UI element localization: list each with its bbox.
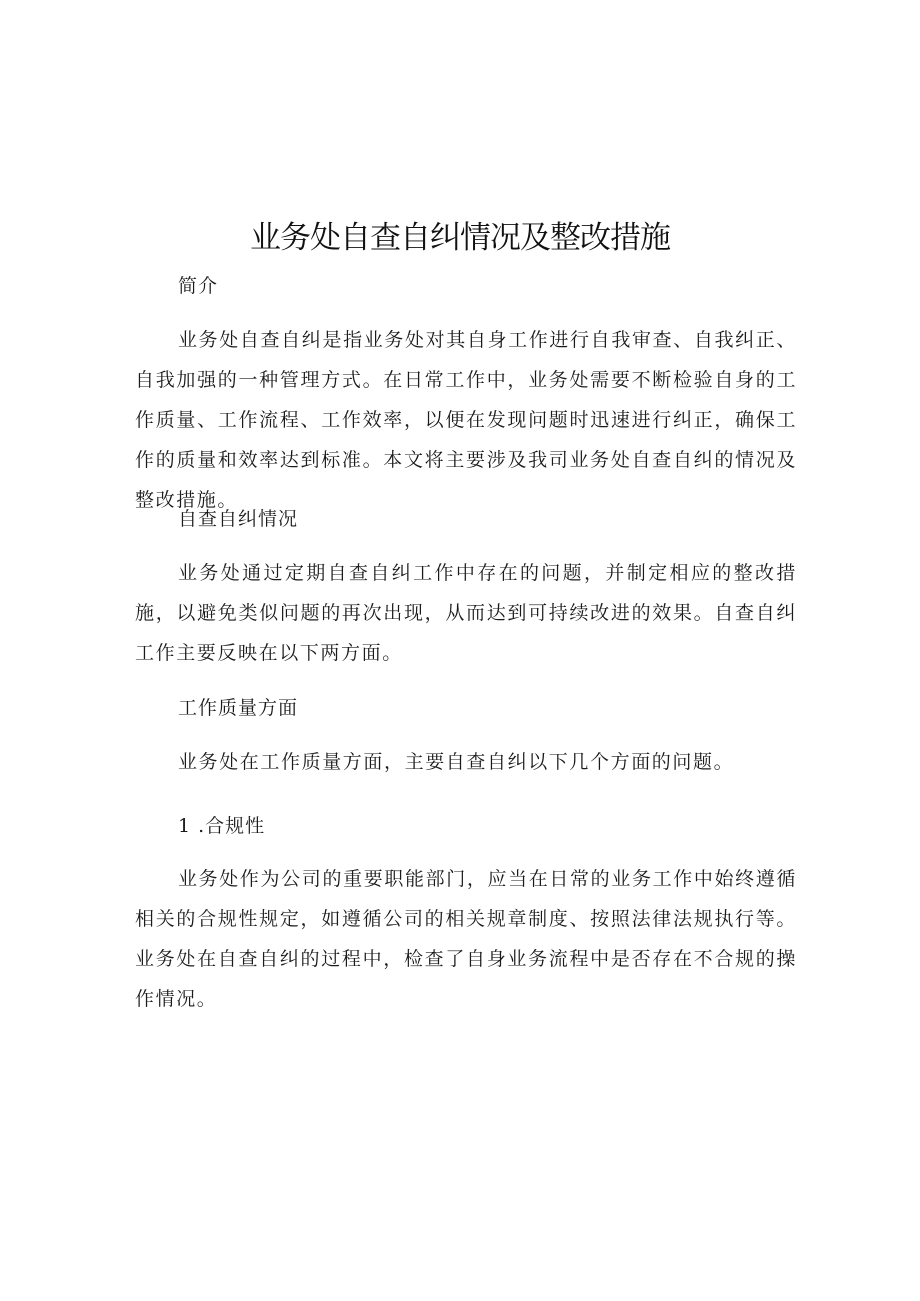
paragraph-compliance: 业务处作为公司的重要职能部门，应当在日常的业务工作中始终遵循相关的合规性规定，如遵循公司的相关规章制度、按照法律法规执行等。业务处在自查自纠的过程中，检查了自身业务流程中是否存在不合规的操作情况。 (135, 868, 797, 1010)
section-heading-compliance: 1 .合规性 (178, 815, 266, 837)
section-heading-self-check: 自查自纠情况 (178, 508, 299, 530)
section-heading-intro: 简介 (178, 275, 219, 297)
section-heading-work-quality: 工作质量方面 (178, 697, 299, 719)
paragraph-self-check: 业务处通过定期自查自纠工作中存在的问题，并制定相应的整改措施，以避免类似问题的再次出现，从而达到可持续改进的效果。自查自纠工作主要反映在以下两方面。 (135, 562, 797, 664)
paragraph-work-quality: 业务处在工作质量方面，主要自查自纠以下几个方面的问题。 (178, 751, 735, 773)
document-title: 业务处自查自纠情况及整改措施 (250, 220, 670, 256)
paragraph-intro: 业务处自查自纠是指业务处对其自身工作进行自我审查、自我纠正、自我加强的一种管理方式。在日常工作中，业务处需要不断检验自身的工作质量、工作流程、工作效率，以便在发现问题时迅速进行纠正，确保工作的质量和效率达到标准。本文将主要涉及我司业务处自查自纠的情况及整改措施。 (135, 329, 797, 511)
